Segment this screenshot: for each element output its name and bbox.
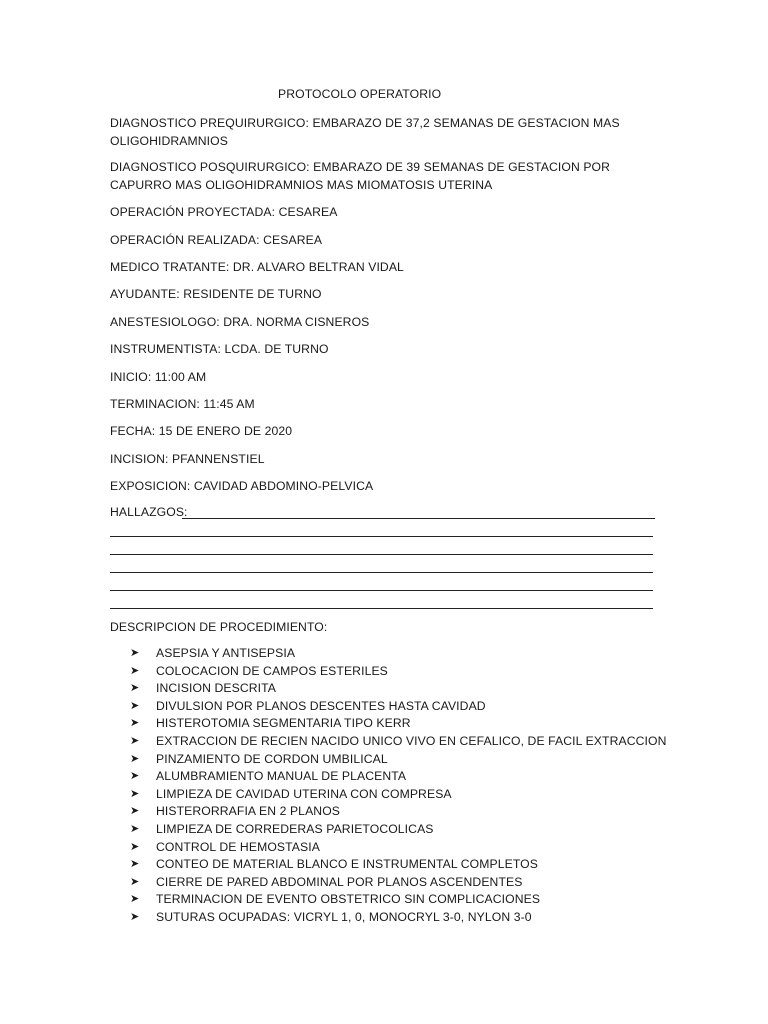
field-operacion-realizada: OPERACIÓN REALIZADA: CESAREA	[110, 233, 323, 247]
field-terminacion: TERMINACION: 11:45 AM	[110, 397, 255, 411]
arrowhead-bullet-icon: ➤	[130, 805, 140, 818]
procedure-step-text: CONTROL DE HEMOSTASIA	[156, 839, 320, 854]
procedure-step	[130, 909, 666, 927]
field-incision: INCISION: PFANNENSTIEL	[110, 452, 265, 466]
arrowhead-bullet-icon: ➤	[130, 752, 140, 765]
procedure-step	[130, 786, 666, 804]
arrowhead-bullet-icon: ➤	[130, 875, 140, 888]
field-instrumentista: INSTRUMENTISTA: LCDA. DE TURNO	[110, 342, 329, 356]
procedure-step-text: INCISION DESCRITA	[156, 681, 276, 696]
procedure-step-text: PINZAMIENTO DE CORDON UMBILICAL	[156, 751, 388, 766]
procedure-step-text: ASEPSIA Y ANTISEPSIA	[156, 646, 296, 660]
arrowhead-bullet-icon: ➤	[130, 840, 140, 853]
procedure-step	[130, 680, 666, 698]
procedure-step-text: HISTEROTOMIA SEGMENTARIA TIPO KERR	[156, 716, 411, 731]
procedure-step	[130, 733, 666, 751]
arrowhead-bullet-icon: ➤	[130, 717, 140, 730]
field-fecha: FECHA: 15 DE ENERO DE 2020	[110, 424, 293, 438]
hallazgos-blank-line	[110, 590, 653, 591]
procedure-step-text: HISTERORRAFIA EN 2 PLANOS	[156, 804, 341, 819]
field-exposicion: EXPOSICION: CAVIDAD ABDOMINO-PELVICA	[110, 479, 374, 493]
procedure-step	[130, 839, 666, 857]
arrowhead-bullet-icon: ➤	[130, 770, 140, 783]
procedure-step-text: TERMINACION DE EVENTO OBSTETRICO SIN COMPLICACIONES	[156, 892, 541, 907]
field-diagnostico-prequirurgico: DIAGNOSTICO PREQUIRURGICO: EMBARAZO DE 37,2 SEMANAS DE GESTACION MAS OLIGOHIDRAMNIOS	[110, 116, 620, 148]
procedure-step-text: CONTEO DE MATERIAL BLANCO E INSTRUMENTAL COMPLETOS	[156, 857, 538, 872]
procedure-step-text: DIVULSION POR PLANOS DESCENTES HASTA CAVIDAD	[156, 698, 486, 713]
procedure-step	[130, 821, 666, 839]
field-inicio: INICIO: 11:00 AM	[110, 370, 207, 384]
procedure-step-text: LIMPIEZA DE CORREDERAS PARIETOCOLICAS	[156, 821, 434, 836]
hallazgos-blank-line	[110, 572, 653, 573]
procedure-step	[130, 751, 666, 769]
arrowhead-bullet-icon: ➤	[130, 664, 140, 677]
hallazgos-blank-line	[110, 608, 653, 609]
procedure-step	[130, 768, 666, 786]
page-title: PROTOCOLO OPERATORIO	[278, 87, 442, 101]
procedure-step	[130, 645, 666, 663]
procedure-step	[130, 803, 666, 821]
procedure-step	[130, 698, 666, 716]
hallazgos-label: HALLAZGOS:	[110, 505, 188, 519]
field-medico-tratante: MEDICO TRATANTE: DR. ALVARO BELTRAN VIDAL	[110, 260, 404, 274]
field-ayudante: AYUDANTE: RESIDENTE DE TURNO	[110, 287, 322, 301]
procedure-step	[130, 663, 666, 681]
field-operacion-proyectada: OPERACIÓN PROYECTADA: CESAREA	[110, 205, 338, 219]
field-diagnostico-posquirurgico: DIAGNOSTICO POSQUIRURGICO: EMBARAZO DE 39 SEMANAS DE GESTACION POR CAPURRO MAS OLIGOHIDRAMNIOS MAS MIOMATOSIS UTERINA	[110, 160, 611, 192]
procedure-step-text: CIERRE DE PARED ABDOMINAL POR PLANOS ASCENDENTES	[156, 874, 523, 889]
arrowhead-bullet-icon: ➤	[130, 893, 140, 906]
arrowhead-bullet-icon: ➤	[130, 647, 140, 659]
hallazgos-blank-line	[110, 554, 653, 555]
procedure-step-text: LIMPIEZA DE CAVIDAD UTERINA CON COMPRESA	[156, 786, 452, 801]
arrowhead-bullet-icon: ➤	[130, 699, 140, 712]
procedure-step-text: EXTRACCION DE RECIEN NACIDO UNICO VIVO EN CEFALICO, DE FACIL EXTRACCION	[156, 733, 667, 748]
procedure-step	[130, 715, 666, 733]
hallazgos-blank-line	[110, 536, 653, 537]
arrowhead-bullet-icon: ➤	[130, 787, 140, 800]
procedure-step-text: SUTURAS OCUPADAS: VICRYL 1, 0, MONOCRYL 3-0, NYLON 3-0	[156, 909, 532, 924]
procedure-step	[130, 874, 666, 892]
procedure-step	[130, 891, 666, 909]
arrowhead-bullet-icon: ➤	[130, 910, 140, 923]
procedure-step-text: COLOCACION DE CAMPOS ESTERILES	[156, 663, 388, 678]
field-anestesiologo: ANESTESIOLOGO: DRA. NORMA CISNEROS	[110, 315, 370, 329]
arrowhead-bullet-icon: ➤	[130, 858, 140, 871]
procedure-steps-list	[130, 645, 666, 927]
hallazgos-blank-line	[182, 518, 655, 519]
procedure-step-text: ALUMBRAMIENTO MANUAL DE PLACENTA	[156, 769, 407, 784]
procedure-label: DESCRIPCION DE PROCEDIMIENTO:	[110, 620, 328, 634]
procedure-step	[130, 856, 666, 874]
arrowhead-bullet-icon: ➤	[130, 734, 140, 747]
arrowhead-bullet-icon: ➤	[130, 822, 140, 835]
arrowhead-bullet-icon: ➤	[130, 682, 140, 695]
